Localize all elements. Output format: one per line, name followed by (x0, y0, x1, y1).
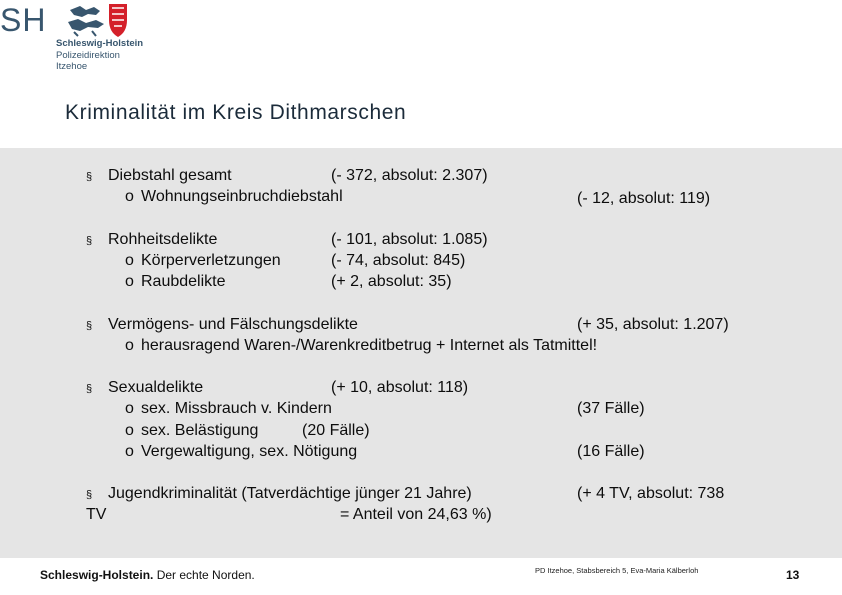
sub-item-value: (20 Fälle) (302, 422, 370, 439)
item-continuation-prefix: TV (86, 506, 107, 523)
sub-bullet-icon: o (125, 273, 134, 290)
item-label: Vermögens- und Fälschungsdelikte (108, 316, 358, 333)
item-value: (+ 4 TV, absolut: 738 (577, 485, 725, 502)
item-value: (+ 35, absolut: 1.207) (577, 316, 729, 333)
sub-bullet-icon: o (125, 188, 134, 205)
page-number: 13 (786, 568, 800, 582)
sub-item-label: sex. Missbrauch v. Kindern (141, 400, 332, 417)
logo-mark: SH (0, 2, 47, 38)
item-value: (- 372, absolut: 2.307) (331, 167, 488, 184)
sub-bullet-icon: o (125, 443, 134, 460)
item-continuation-value: = Anteil von 24,63 %) (340, 506, 492, 523)
sub-item-value: (16 Fälle) (577, 443, 645, 460)
logo (0, 0, 160, 75)
item-label: Sexualdelikte (108, 379, 204, 396)
bullet-icon: § (86, 489, 93, 501)
lions-icon (66, 2, 106, 38)
item-value: (- 101, absolut: 1.085) (331, 231, 488, 248)
sub-item-label: sex. Belästigung (141, 422, 259, 439)
sub-item-label: Wohnungseinbruchdiebstahl (141, 188, 343, 205)
item-value: (+ 10, absolut: 118) (331, 379, 469, 396)
item-label: Rohheitsdelikte (108, 231, 218, 248)
sub-item-label: Körperverletzungen (141, 252, 281, 269)
footer-slogan: Der echte Norden. (153, 568, 255, 582)
sub-bullet-icon: o (125, 422, 134, 439)
page-title: Kriminalität im Kreis Dithmarschen (65, 101, 407, 124)
item-label: Jugendkriminalität (Tatverdächtige jünger 21 Jahre) (108, 485, 472, 502)
sub-item-value: (- 12, absolut: 119) (577, 190, 711, 207)
footer-author: PD Itzehoe, Stabsbereich 5, Eva-Maria Kälberloh (535, 566, 699, 575)
sub-item-value: (37 Fälle) (577, 400, 645, 417)
footer-brand-name: Schleswig-Holstein. (40, 568, 154, 582)
logo-line-city: Itzehoe (56, 61, 88, 72)
sub-item-value: (- 74, absolut: 845) (331, 252, 466, 269)
sub-item-value: (+ 2, absolut: 35) (331, 273, 452, 290)
sub-item-label: herausragend Waren-/Warenkreditbetrug + Internet als Tatmittel! (141, 337, 598, 354)
logo-line-department: Polizeidirektion (56, 50, 120, 61)
sub-item-label: Raubdelikte (141, 273, 226, 290)
logo-line-state: Schleswig-Holstein (56, 38, 144, 49)
bullet-icon: § (86, 171, 93, 183)
sub-item-label: Vergewaltigung, sex. Nötigung (141, 443, 358, 460)
bullet-icon: § (86, 235, 93, 247)
nettle-leaf-icon (108, 2, 128, 38)
bullet-icon: § (86, 383, 93, 395)
footer-brand (40, 568, 255, 582)
sub-bullet-icon: o (125, 252, 134, 269)
sub-bullet-icon: o (125, 337, 134, 354)
sub-bullet-icon: o (125, 400, 134, 417)
item-label: Diebstahl gesamt (108, 167, 232, 184)
bullet-icon: § (86, 320, 93, 332)
